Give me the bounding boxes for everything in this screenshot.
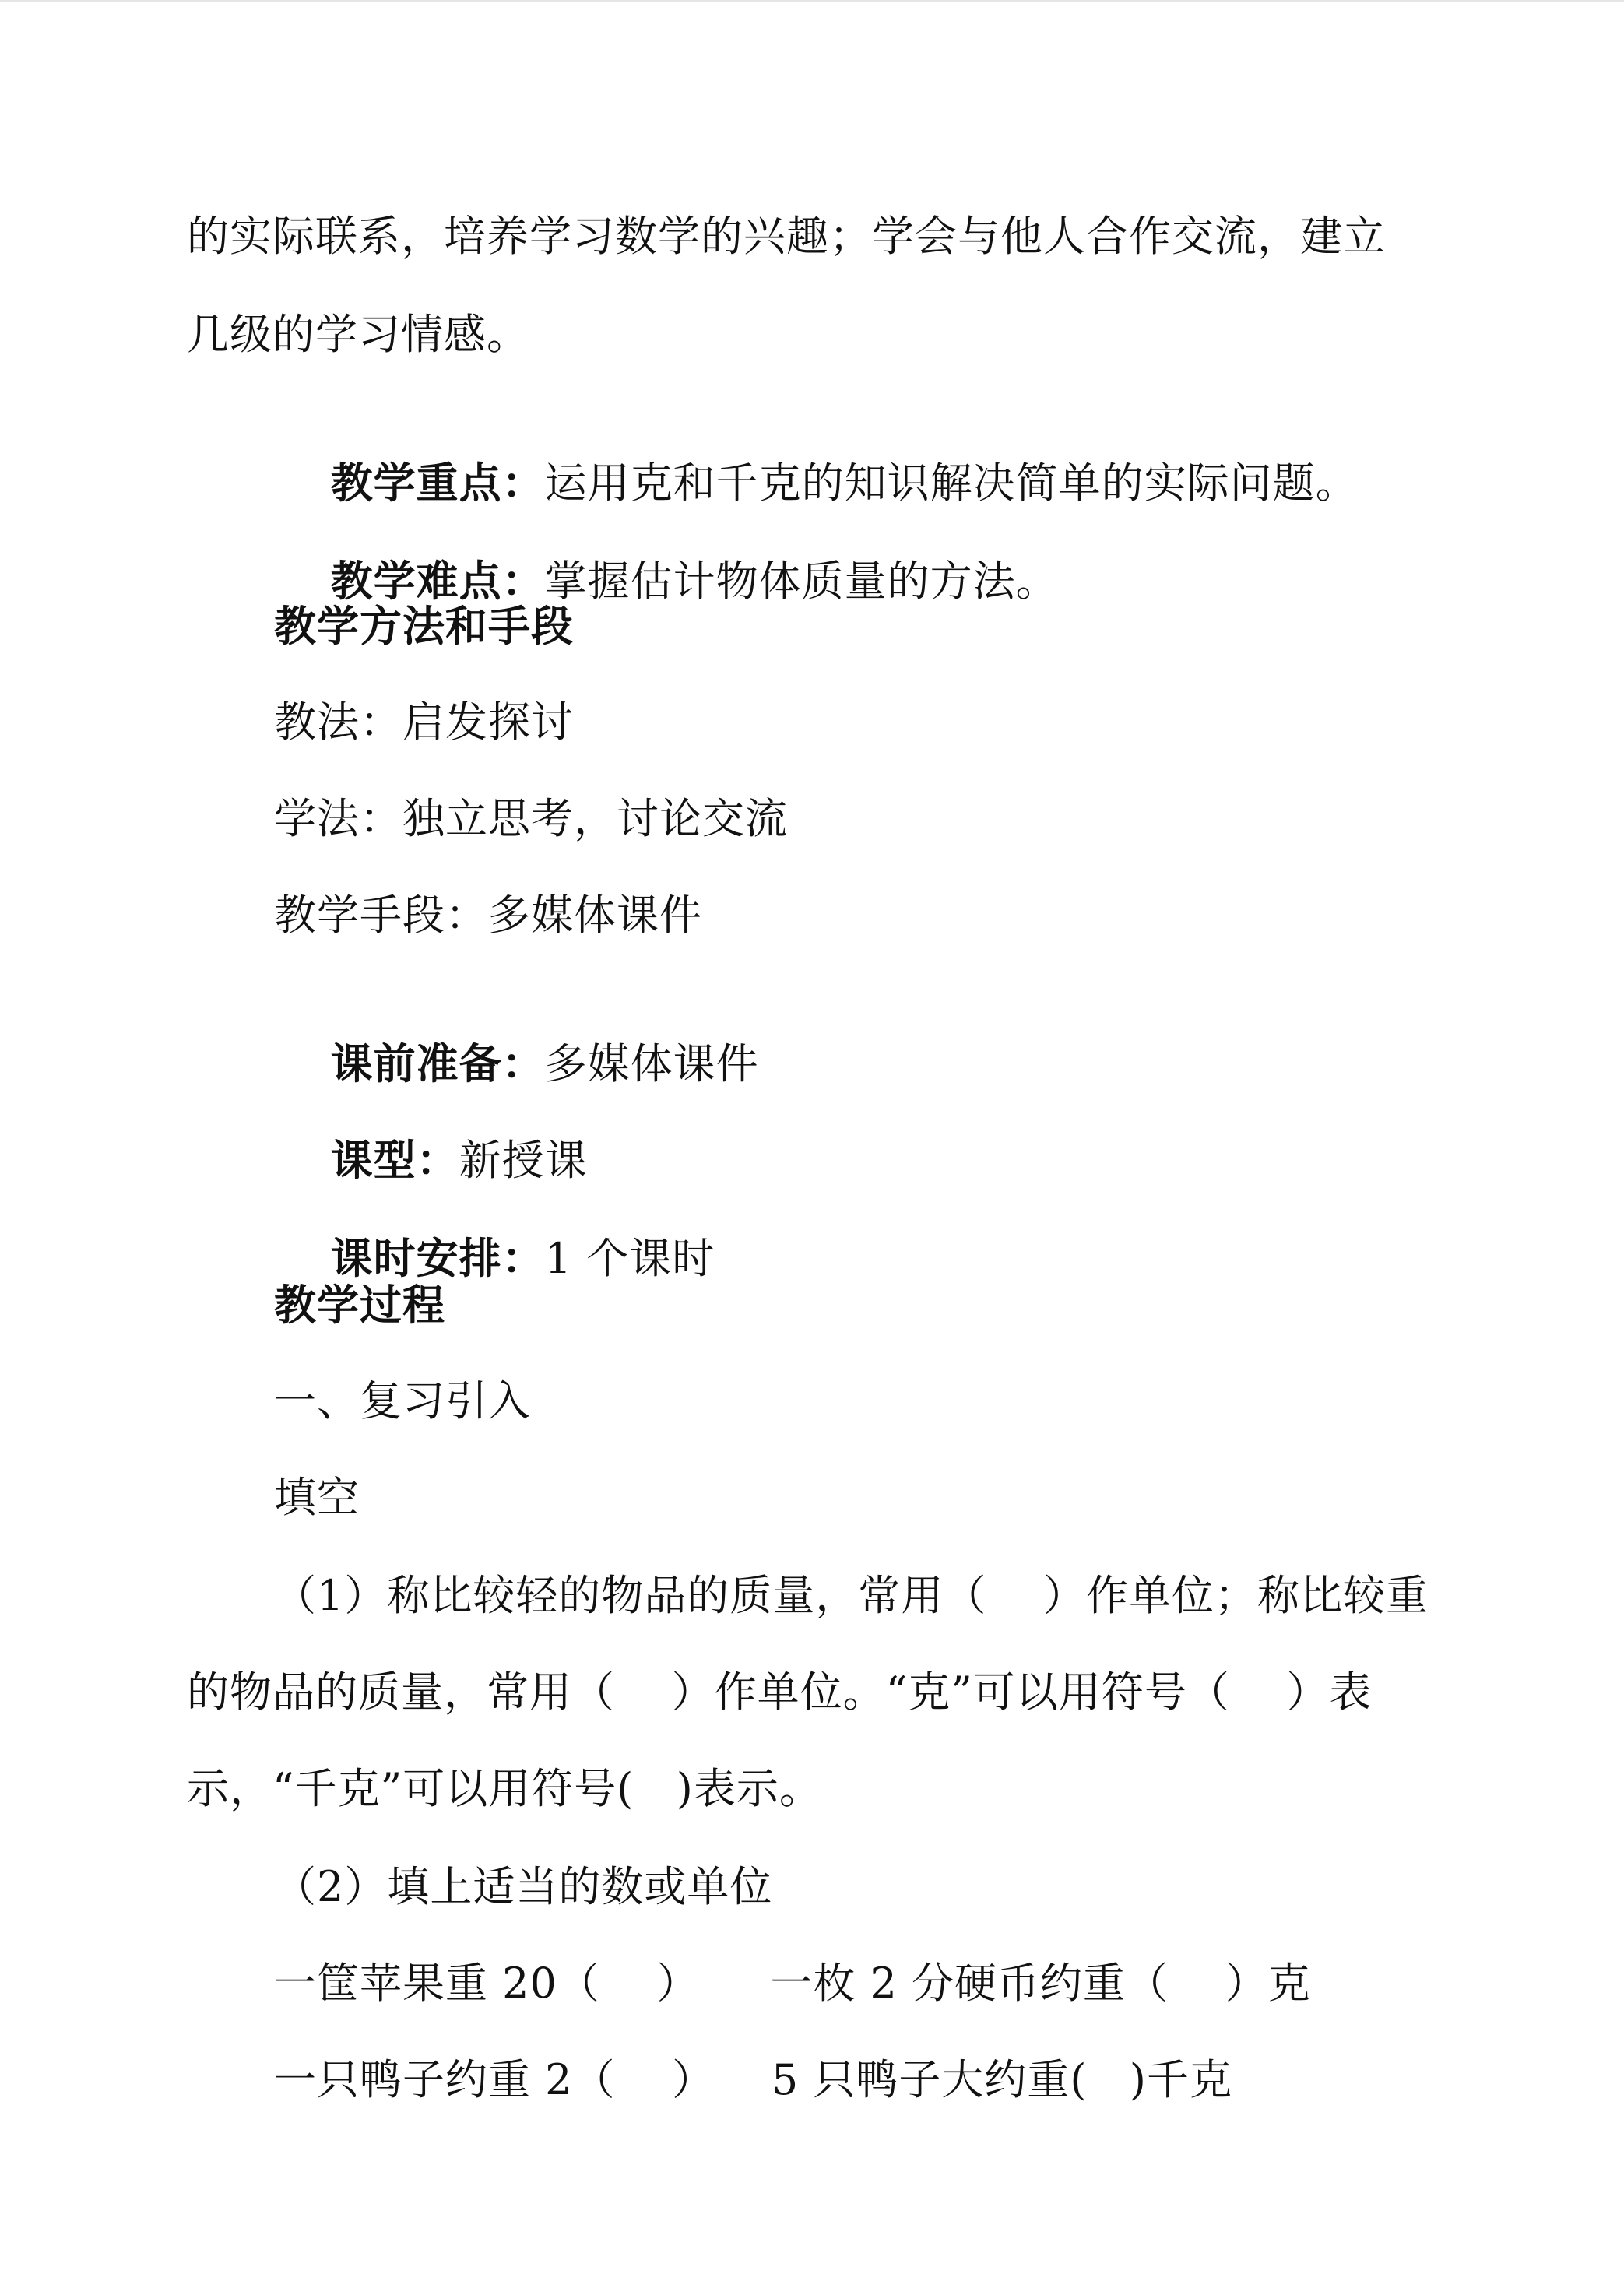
lesson-type-text: 新授课 — [459, 1136, 588, 1185]
schedule-label: 课时安排： — [330, 1233, 545, 1283]
preparation-text: 多媒体课件 — [544, 1039, 759, 1088]
teach-means: 教学手段：多媒体课件 — [274, 891, 702, 940]
teach-method: 教法：启发探讨 — [274, 698, 574, 747]
paragraph-line: 的实际联系，培养学习数学的兴趣；学会与他人合作交流，建立 — [187, 212, 1386, 261]
lesson-type-label: 课型： — [330, 1135, 459, 1185]
question-line: （2）填上适当的数或单位 — [274, 1862, 773, 1911]
methods-heading: 教学方法和手段 — [274, 601, 574, 651]
question-line: 示，“千克”可以用符号( )表示。 — [187, 1764, 822, 1813]
schedule-text: 1 个课时 — [544, 1234, 715, 1283]
paragraph-line: 几级的学习情感。 — [187, 310, 529, 359]
difficulty-text: 掌握估计物体质量的方法。 — [544, 557, 1059, 606]
learn-method: 学法：独立思考，讨论交流 — [274, 794, 788, 843]
key-point-text: 运用克和千克的知识解决简单的实际问题。 — [544, 459, 1359, 508]
fill-blank-label: 填空 — [274, 1473, 360, 1522]
process-heading: 教学过程 — [274, 1280, 445, 1330]
question-line: 的物品的质量，常用（ ）作单位。“克”可以用符号（ ）表 — [187, 1668, 1373, 1717]
difficulty-label: 教学难点： — [330, 556, 545, 606]
question-row: 一筐苹果重 20（ ） 一枚 2 分硬币约重（ ）克 — [274, 1959, 1311, 2008]
section-heading: 一、复习引入 — [274, 1376, 531, 1425]
key-point-label: 教学重点： — [330, 458, 545, 508]
preparation-label: 课前准备： — [330, 1039, 545, 1088]
question-line: （1）称比较轻的物品的质量，常用（ ）作单位；称比较重 — [274, 1571, 1429, 1620]
question-row: 一只鸭子约重 2（ ） 5 只鸭子大约重( )千克 — [274, 2055, 1232, 2104]
